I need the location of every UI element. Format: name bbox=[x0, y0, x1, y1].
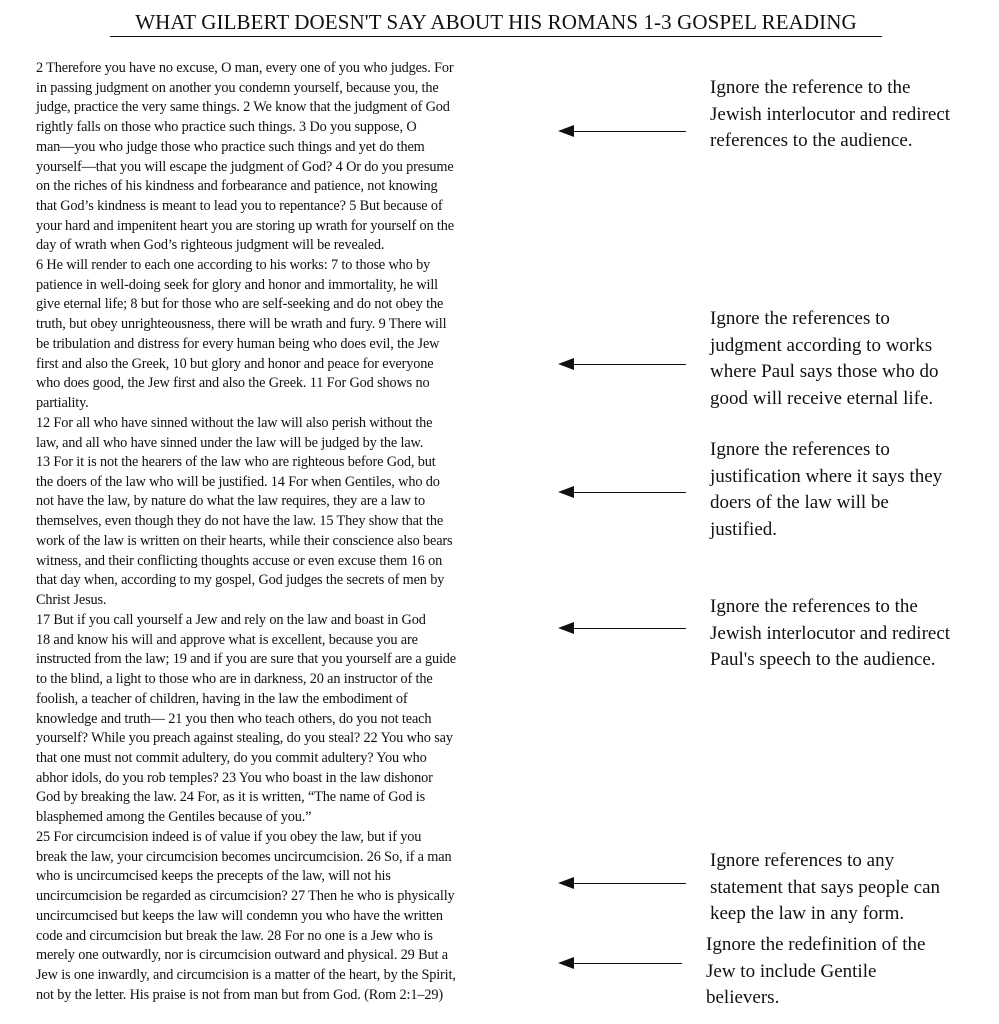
passage-line: in passing judgment on another you condemn yourself, because you, the bbox=[36, 79, 439, 96]
passage-line: instructed from the law; 19 and if you are sure that you yourself are a guide bbox=[36, 651, 456, 668]
passage-line: to the blind, a light to those who are in darkness, 20 an instructor of the bbox=[36, 671, 433, 688]
passage-paragraph-2 bbox=[36, 256, 556, 414]
left-arrow-icon bbox=[558, 125, 686, 137]
left-arrow-icon bbox=[558, 358, 686, 370]
note-judgment-works bbox=[710, 306, 939, 412]
passage-line: that one must not commit adultery, do you commit adultery? You who bbox=[36, 749, 427, 766]
passage-line: that God’s kindness is meant to lead you to repentance? 5 But because of bbox=[36, 197, 443, 214]
passage-line: God by breaking the law. 24 For, as it is written, “The name of God is bbox=[36, 789, 426, 806]
passage-line: witness, and their conflicting thoughts accuse or even excuse them 16 on bbox=[36, 552, 443, 569]
note-line: doers of the law will be bbox=[710, 492, 889, 513]
note-keep-law bbox=[710, 848, 940, 928]
passage-line: uncircumcised but keeps the law will condemn you who have the written bbox=[36, 907, 443, 924]
passage-line: law, and all who have sinned under the law will be judged by the law. bbox=[36, 434, 424, 451]
left-arrow-icon bbox=[558, 622, 686, 634]
passage-line: work of the law is written on their hearts, while their conscience also bears bbox=[36, 532, 453, 549]
passage-line: who is uncircumcised keeps the precepts of the law, will not his bbox=[36, 868, 391, 885]
note-line: Ignore references to any bbox=[710, 850, 895, 871]
passage-line: that day when, according to my gospel, God judges the secrets of men by bbox=[36, 572, 445, 589]
note-line: Jewish interlocutor and redirect bbox=[710, 103, 951, 125]
passage-paragraph-4 bbox=[36, 453, 556, 611]
passage-line: knowledge and truth— 21 you then who teach others, do you not teach bbox=[36, 710, 432, 727]
passage-line: rightly falls on those who practice such things. 3 Do you suppose, O bbox=[36, 119, 417, 136]
passage-line: give eternal life; 8 but for those who are self-seeking and do not obey the bbox=[36, 296, 444, 313]
passage-paragraph-3 bbox=[36, 414, 556, 453]
note-line: justified. bbox=[710, 518, 778, 540]
note-line: Ignore the redefinition of the bbox=[706, 934, 926, 955]
left-arrow-icon bbox=[558, 486, 686, 498]
passage-line: blasphemed among the Gentiles because of you.” bbox=[36, 809, 312, 826]
passage-line: the doers of the law who will be justified. 14 For when Gentiles, who do bbox=[36, 473, 440, 490]
passage-line: uncircumcision be regarded as circumcision? 27 Then he who is physically bbox=[36, 888, 455, 905]
left-arrow-icon bbox=[558, 877, 686, 889]
passage-paragraph-6 bbox=[36, 828, 556, 1005]
passage-line: Christ Jesus. bbox=[36, 591, 107, 608]
passage-line: 25 For circumcision indeed is of value if you obey the law, but if you bbox=[36, 829, 422, 845]
passage-line: foolish, a teacher of children, having in the law the embodiment of bbox=[36, 690, 408, 707]
passage-line: first and also the Greek, 10 but glory and honor and peace for everyone bbox=[36, 355, 434, 372]
note-line: statement that says people can bbox=[710, 876, 941, 898]
note-interlocutor-2 bbox=[710, 594, 950, 674]
passage-line: 12 For all who have sinned without the law will also perish without the bbox=[36, 415, 433, 431]
note-line: Ignore the references to the bbox=[710, 596, 918, 617]
passage-line: be tribulation and distress for every human being who does evil, the Jew bbox=[36, 335, 440, 352]
passage-line: partiality. bbox=[36, 394, 89, 411]
note-line: Paul's speech to the audience. bbox=[710, 649, 936, 670]
note-line: Ignore the reference to the bbox=[710, 77, 911, 98]
note-line: good will receive eternal life. bbox=[710, 387, 934, 409]
note-redefinition-jew bbox=[706, 932, 925, 1012]
passage-line: judge, practice the very same things. 2 We know that the judgment of God bbox=[36, 99, 450, 116]
passage-line: merely one outwardly, nor is circumcision outward and physical. 29 But a bbox=[36, 947, 448, 964]
note-line: justification where it says they bbox=[710, 465, 943, 487]
page-title: WHAT GILBERT DOESN'T SAY ABOUT HIS ROMANS 1-3 GOSPEL READING bbox=[110, 9, 882, 37]
note-line: Jew to include Gentile bbox=[706, 960, 877, 982]
passage-line: yourself—that you will escape the judgment of God? 4 Or do you presume bbox=[36, 158, 454, 175]
note-line: judgment according to works bbox=[710, 334, 933, 356]
note-interlocutor-1 bbox=[710, 75, 950, 155]
passage-line: 17 But if you call yourself a Jew and rely on the law and boast in God bbox=[36, 612, 426, 628]
note-justification bbox=[710, 437, 942, 543]
passage-line: 2 Therefore you have no excuse, O man, every one of you who judges. For bbox=[36, 60, 454, 76]
note-line: where Paul says those who do bbox=[710, 361, 939, 382]
passage-line: code and circumcision but break the law. 28 For no one is a Jew who is bbox=[36, 927, 433, 944]
note-line: Ignore the references to bbox=[710, 439, 890, 460]
passage-paragraph-1 bbox=[36, 59, 556, 256]
passage-line: 18 and know his will and approve what is excellent, because you are bbox=[36, 631, 418, 648]
passage-line: patience in well-doing seek for glory and honor and immortality, he will bbox=[36, 276, 438, 293]
left-arrow-icon bbox=[558, 957, 682, 969]
passage-paragraph-5 bbox=[36, 611, 556, 828]
passage-line: truth, but obey unrighteousness, there will be wrath and fury. 9 There will bbox=[36, 316, 447, 333]
passage-line: who does good, the Jew first and also the Greek. 11 For God shows no bbox=[36, 375, 430, 392]
passage-line: themselves, even though they do not have the law. 15 They show that the bbox=[36, 513, 444, 530]
note-line: Jewish interlocutor and redirect bbox=[710, 622, 951, 644]
passage-line: not have the law, by nature do what the law requires, they are a law to bbox=[36, 493, 425, 510]
note-line: keep the law in any form. bbox=[710, 903, 905, 924]
note-line: believers. bbox=[706, 987, 780, 1008]
passage-line: day of wrath when God’s righteous judgment will be revealed. bbox=[36, 237, 385, 254]
passage-line: yourself? While you preach against stealing, do you steal? 22 You who say bbox=[36, 730, 453, 747]
passage-line: 6 He will render to each one according to his works: 7 to those who by bbox=[36, 257, 431, 273]
note-line: references to the audience. bbox=[710, 130, 913, 151]
passage-line: abhor idols, do you rob temples? 23 You who boast in the law dishonor bbox=[36, 769, 433, 786]
passage-line: your hard and impenitent heart you are storing up wrath for yourself on the bbox=[36, 217, 454, 234]
passage-line: not by the letter. His praise is not from man but from God. (Rom 2:1–29) bbox=[36, 986, 443, 1003]
passage-line: Jew is one inwardly, and circumcision is a matter of the heart, by the Spirit, bbox=[36, 966, 456, 983]
passage-line: man—you who judge those who practice such things and yet do them bbox=[36, 138, 425, 155]
passage-line: break the law, your circumcision becomes uncircumcision. 26 So, if a man bbox=[36, 848, 452, 865]
passage-line: 13 For it is not the hearers of the law who are righteous before God, but bbox=[36, 454, 436, 470]
passage-line: on the riches of his kindness and forbearance and patience, not knowing bbox=[36, 178, 438, 195]
note-line: Ignore the references to bbox=[710, 308, 890, 329]
